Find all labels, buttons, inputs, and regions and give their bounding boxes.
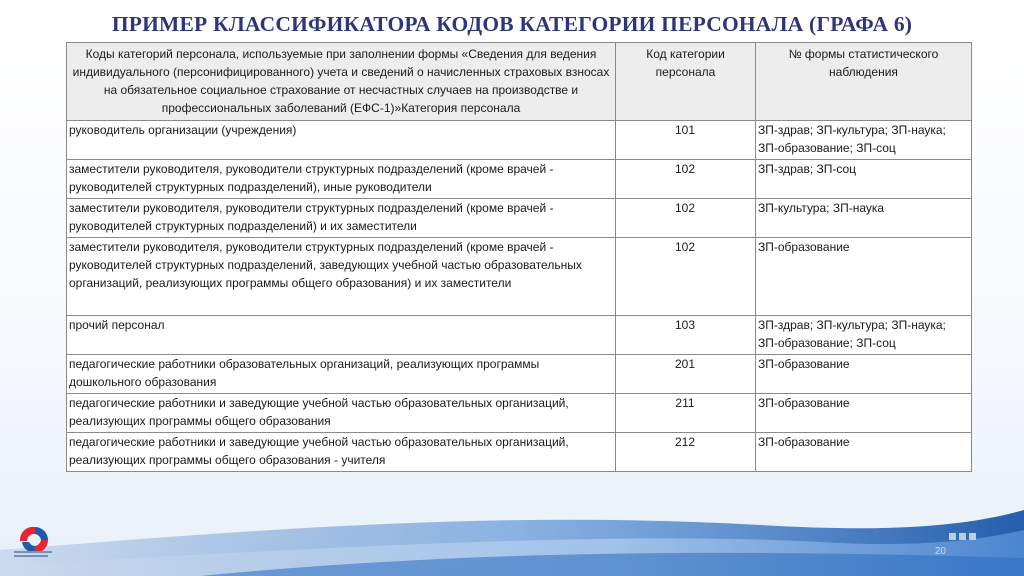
footer-wave-decoration bbox=[0, 470, 1024, 576]
table-row bbox=[67, 433, 972, 472]
form-cell: ЗП-здрав; ЗП-культура; ЗП-наука; ЗП-образование; ЗП-соц bbox=[756, 316, 972, 355]
slide-title: ПРИМЕР КЛАССИФИКАТОРА КОДОВ КАТЕГОРИИ ПЕРСОНАЛА (ГРАФА 6) bbox=[111, 12, 913, 36]
page-number: 20 bbox=[934, 546, 946, 557]
category-cell: педагогические работники и заведующие учебной частью образовательных организаций, реализующих программы общего образования bbox=[67, 394, 616, 433]
form-cell: ЗП-культура; ЗП-наука bbox=[756, 199, 972, 238]
table-header-row bbox=[67, 43, 972, 121]
category-cell: педагогические работники и заведующие учебной частью образовательных организаций, реализующих программы общего образования - учителя bbox=[67, 433, 616, 472]
category-cell: руководитель организации (учреждения) bbox=[67, 121, 616, 160]
code-cell: 103 bbox=[616, 316, 756, 355]
code-cell: 211 bbox=[616, 394, 756, 433]
category-cell: прочий персонал bbox=[67, 316, 616, 355]
header-code: Код категории персонала bbox=[616, 43, 756, 121]
table-row bbox=[67, 199, 972, 238]
code-cell: 201 bbox=[616, 355, 756, 394]
category-cell: заместители руководителя, руководители структурных подразделений (кроме врачей - руководителей структурных подразделений), иные руководители bbox=[67, 160, 616, 199]
form-cell: ЗП-образование bbox=[756, 433, 972, 472]
category-cell: педагогические работники образовательных организаций, реализующих программы дошкольного образования bbox=[67, 355, 616, 394]
code-cell: 102 bbox=[616, 238, 756, 316]
code-cell: 212 bbox=[616, 433, 756, 472]
category-cell: заместители руководителя, руководители структурных подразделений (кроме врачей - руководителей структурных подразделений) и их заместители bbox=[67, 199, 616, 238]
form-cell: ЗП-здрав; ЗП-соц bbox=[756, 160, 972, 199]
nav-dots-decoration bbox=[949, 533, 979, 541]
form-cell: ЗП-здрав; ЗП-культура; ЗП-наука; ЗП-образование; ЗП-соц bbox=[756, 121, 972, 160]
table-row bbox=[67, 355, 972, 394]
form-cell: ЗП-образование bbox=[756, 355, 972, 394]
code-cell: 102 bbox=[616, 199, 756, 238]
table-row bbox=[67, 394, 972, 433]
table-row bbox=[67, 316, 972, 355]
header-form: № формы статистического наблюдения bbox=[756, 43, 972, 121]
form-cell: ЗП-образование bbox=[756, 238, 972, 316]
header-category: Коды категорий персонала, используемые при заполнении формы «Сведения для ведения индивидуального (персонифицированного) учета и сведений о начисленных страховых взносах на обязательное социальное страхование от несчастных случаев на производстве и профессиональных заболеваний (ЕФС-1)»Категория персонала bbox=[67, 43, 616, 121]
code-cell: 102 bbox=[616, 160, 756, 199]
table-row bbox=[67, 121, 972, 160]
category-cell: заместители руководителя, руководители структурных подразделений (кроме врачей - руководителей структурных подразделений, заведующих учебной частью образовательных организаций, реализующих программы общего образования) и их заместители bbox=[67, 238, 616, 316]
table-row bbox=[67, 160, 972, 199]
table-row bbox=[67, 238, 972, 316]
form-cell: ЗП-образование bbox=[756, 394, 972, 433]
code-cell: 101 bbox=[616, 121, 756, 160]
logo-caption-decoration bbox=[14, 551, 58, 563]
classifier-table bbox=[66, 42, 972, 472]
